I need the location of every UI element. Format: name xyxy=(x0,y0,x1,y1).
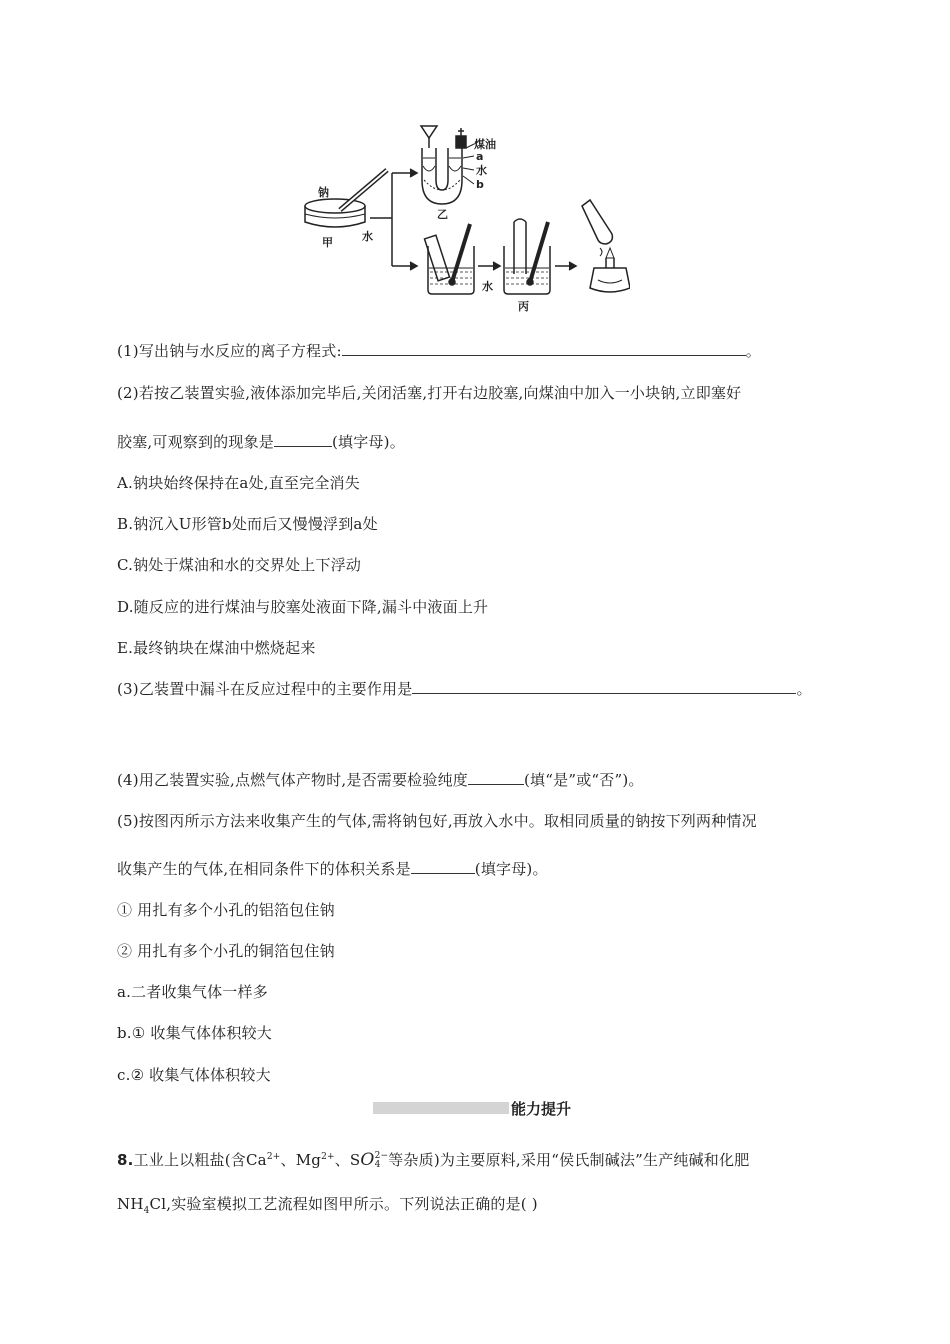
case-2: ② 用扎有多个小孔的铜箔包住钠 xyxy=(117,942,335,960)
q2-line1: (2)若按乙装置实验,液体添加完毕后,关闭活塞,打开右边胶塞,向煤油中加入一小块钠,立即塞好 xyxy=(117,384,742,402)
q8-line1 xyxy=(117,1147,749,1170)
q8-text-2: 、Mg xyxy=(280,1151,322,1169)
q4-line xyxy=(117,770,644,790)
q2-answer-blank[interactable] xyxy=(274,432,332,447)
label-na: 钠 xyxy=(318,186,329,199)
u-tube-yi xyxy=(421,126,474,204)
option-E: E.最终钠块在煤油中燃烧起来 xyxy=(117,639,316,657)
label-yi: 乙 xyxy=(437,208,448,221)
label-water-mid: 水 xyxy=(482,280,493,293)
q4-suffix: (填“是”或“否”)。 xyxy=(524,771,644,789)
q4-answer-blank[interactable] xyxy=(468,770,524,785)
q8-nh-sub: 4 xyxy=(143,1206,150,1216)
test-tube-and-lamp xyxy=(582,200,630,292)
q5-line2 xyxy=(117,859,548,879)
case-1: ① 用扎有多个小孔的铝箔包住钠 xyxy=(117,901,335,919)
option-A: A.钠块始终保持在a处,直至完全消失 xyxy=(117,474,360,492)
q8-line2-text: Cl,实验室模拟工艺流程如图甲所示。下列说法正确的是( ) xyxy=(149,1195,538,1213)
q8-sulfate-indices xyxy=(375,1152,389,1170)
option-B: B.钠沉入U形管b处而后又慢慢浮到a处 xyxy=(117,515,378,533)
section-bar xyxy=(373,1102,509,1114)
q2-text: 胶塞,可观察到的现象是 xyxy=(117,433,274,451)
option-C: C.钠处于煤油和水的交界处上下浮动 xyxy=(117,556,362,574)
q1-answer-blank[interactable] xyxy=(342,341,746,356)
q5-suffix: (填字母)。 xyxy=(474,860,548,878)
q8-text-4: 等杂质)为主要原料,采用“侯氏制碱法”生产纯碱和化肥 xyxy=(388,1151,750,1169)
q1-text: (1)写出钠与水反应的离子方程式: xyxy=(117,342,342,360)
apparatus-diagram xyxy=(300,118,630,318)
q8-text-3: 、S xyxy=(334,1151,361,1169)
label-water-dish: 水 xyxy=(362,230,373,243)
q1-period: 。 xyxy=(745,342,761,360)
beaker-1 xyxy=(424,224,474,294)
label-b: b xyxy=(476,178,484,191)
q8-mg-charge: 2+ xyxy=(321,1152,335,1162)
option-a: a.二者收集气体一样多 xyxy=(117,983,268,1001)
q8-sulfate-charge: 2− xyxy=(374,1151,389,1161)
q3-answer-blank[interactable] xyxy=(412,679,796,694)
label-bing: 丙 xyxy=(518,300,529,313)
beaker-2 xyxy=(504,219,550,294)
q8-ca-charge: 2+ xyxy=(266,1152,281,1162)
label-water-u: 水 xyxy=(476,164,487,177)
q8-oxygen: O xyxy=(360,1150,375,1170)
label-kerosene: 煤油 xyxy=(474,138,496,151)
q5-answer-blank[interactable] xyxy=(411,859,475,874)
q3-text: (3)乙装置中漏斗在反应过程中的主要作用是 xyxy=(117,680,413,698)
q5-text: 收集产生的气体,在相同条件下的体积关系是 xyxy=(117,860,411,878)
q8-number: 8. xyxy=(117,1151,134,1169)
q2-suffix: (填字母)。 xyxy=(331,433,405,451)
q8-sulfate-sub: 4 xyxy=(374,1160,381,1170)
apparatus-figure xyxy=(300,118,630,322)
label-jia: 甲 xyxy=(322,236,333,249)
q8-text-1: 工业上以粗盐(含Ca xyxy=(133,1151,267,1169)
section-title: 能力提升 xyxy=(511,1100,572,1118)
q2-line2 xyxy=(117,432,405,452)
label-a: a xyxy=(476,150,484,163)
option-D: D.随反应的进行煤油与胶塞处液面下降,漏斗中液面上升 xyxy=(117,598,489,616)
option-c: c.② 收集气体体积较大 xyxy=(117,1066,271,1084)
q3-line xyxy=(117,679,812,699)
q8-nh: NH xyxy=(117,1195,144,1213)
q3-period: 。 xyxy=(796,680,812,698)
q8-line2 xyxy=(117,1194,538,1221)
option-b: b.① 收集气体体积较大 xyxy=(117,1024,272,1042)
q1-line xyxy=(117,341,761,361)
q4-text: (4)用乙装置实验,点燃气体产物时,是否需要检验纯度 xyxy=(117,771,468,789)
q5-line1: (5)按图丙所示方法来收集产生的气体,需将钠包好,再放入水中。取相同质量的钠按下列两种情况 xyxy=(117,812,757,830)
